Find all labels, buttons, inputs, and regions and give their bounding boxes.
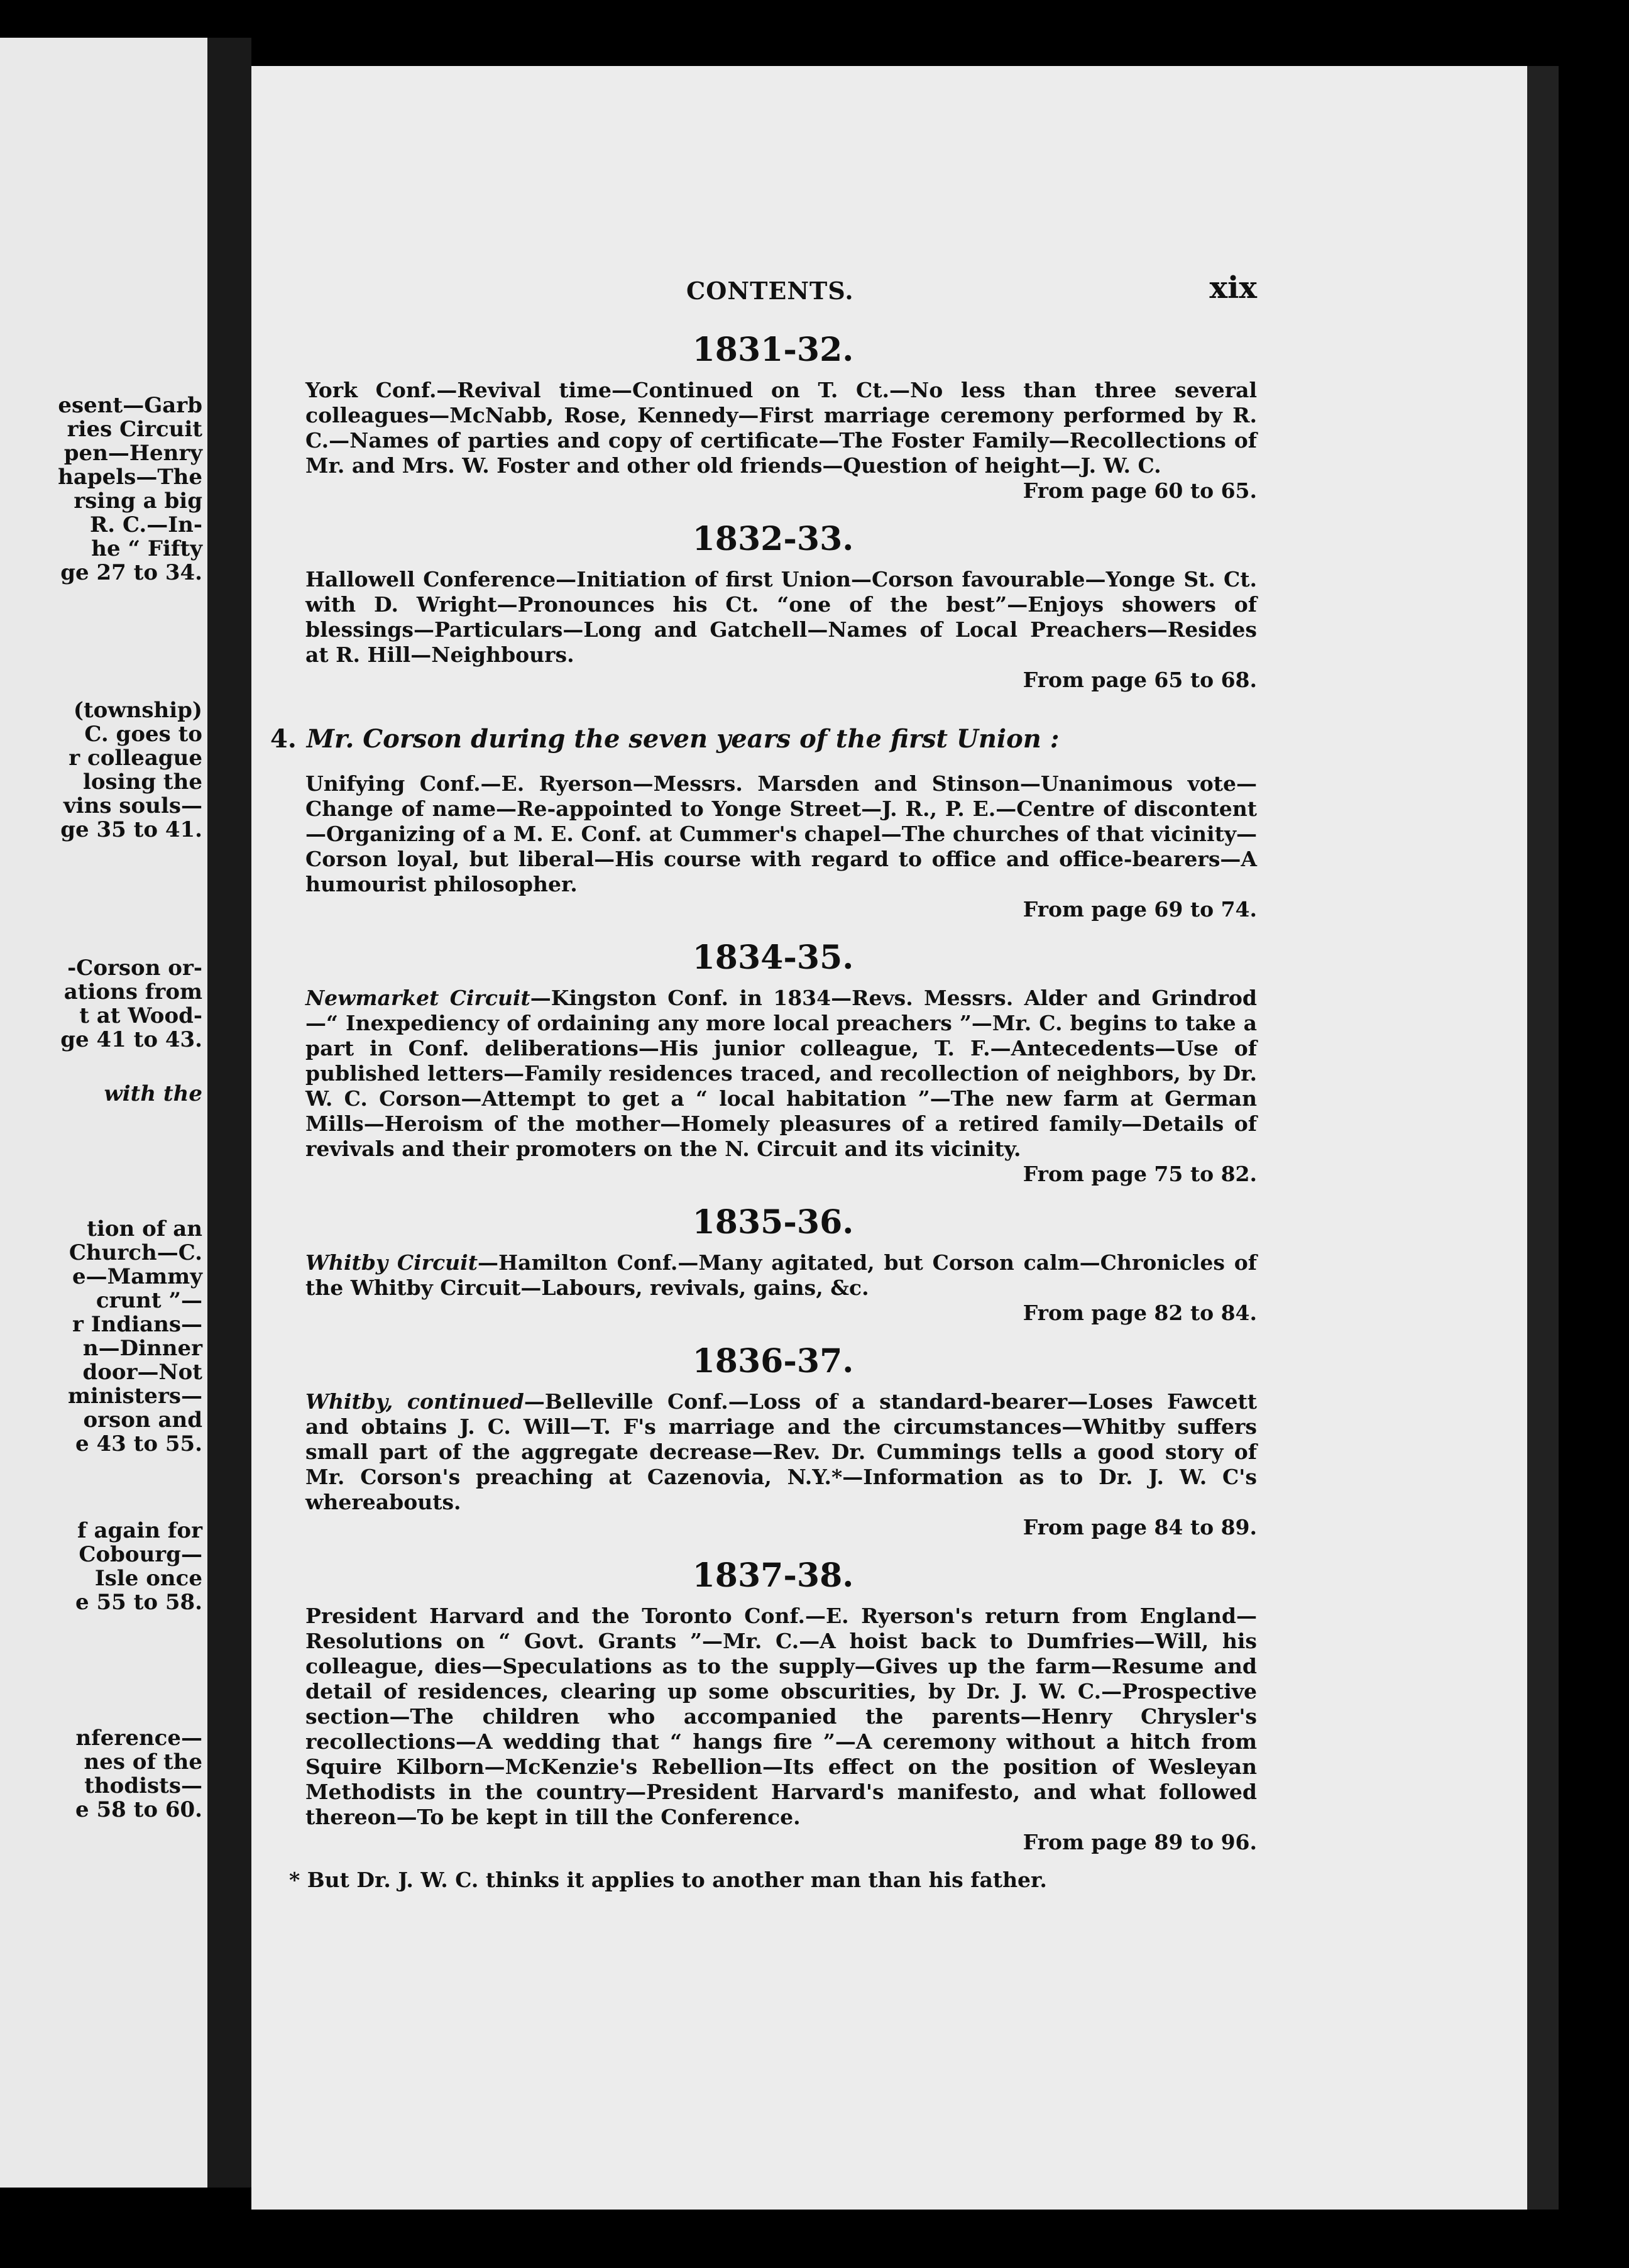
entry-text: —Kingston Conf. in 1834—Revs. Messrs. Alder and Grindrod—“ Inexpediency of ordaining any more local preachers ”—Mr. C. begins to take a part in Conf. deliberations—His junior colleague, T. F.—Antecedents—Use of published letters—Family residences traced, and recollection of neighbors, by Dr. W. C. Corson—Attempt to get a “ local habitation ”—The new farm at German Mills—Heroism of the mother—Homely pleasures of a retired family—Details of revivals and their promoters on the N. Circuit and its vicinity. (305, 986, 1257, 1161)
year-heading: 1831-32. (692, 331, 854, 369)
year-heading: 1837-38. (692, 1556, 854, 1595)
left-page-fragment: rsing a big (74, 488, 202, 514)
entry-text: —Belleville Conf.—Loss of a standard-bearer—Loses Fawcett and obtains J. C. Will—T. F's marriage and the circumstances—Whitby suffers small part of the aggregate decrease—Rev. Dr. Cummings tells a good story of Mr. Corson's preaching at Cazenovia, N.Y.*—Information as to Dr. J. W. C's whereabouts. (305, 1389, 1257, 1514)
left-page-fragment: pen—Henry (63, 441, 202, 466)
book-spine (207, 38, 251, 2188)
left-page-fragment: thodists— (84, 1773, 202, 1798)
page-range: From page 82 to 84. (1023, 1301, 1257, 1325)
entry-text: Hallowell Conference—Initiation of first Union—Corson favourable—Yonge St. Ct. with D. Wright—Pronounces his Ct. “one of the best”—Enjoys showers of blessings—Particulars—Long and Gatchell—Names of Local Preachers—Resides at R. Hill—Neighbours. (305, 567, 1257, 667)
left-page-fragment: n—Dinner (82, 1336, 202, 1361)
left-page-fragment: nes of the (84, 1749, 202, 1775)
running-head (289, 270, 1257, 314)
left-page-fragment: f again for (77, 1518, 202, 1543)
left-page-fragment: (township) (73, 698, 202, 723)
left-page-fragment: esent—Garb (58, 393, 202, 418)
year-heading: 1832-33. (692, 520, 854, 558)
left-page-fragment: losing the (82, 769, 202, 795)
left-page-fragment: t at Wood- (79, 1003, 202, 1028)
footnote: * But Dr. J. W. C. thinks it applies to another man than his father. (289, 1868, 1047, 1892)
entry-lead: Newmarket Circuit (305, 986, 530, 1010)
left-page-fragment: ries Circuit (67, 417, 202, 442)
contents-entry (289, 1604, 1257, 1855)
section-title: Mr. Corson during the seven years of the first Union : (306, 724, 1060, 754)
entry-text: Unifying Conf.—E. Ryerson—Messrs. Marsden and Stinson—Unanimous vote—Change of name—Re-appointed to Yonge Street—J. R., P. E.—Centre of discontent—Organizing of a M. E. Conf. at Cummer's chapel—The churches of that vicinity—Corson loyal, but liberal—His course with regard to office and office-bearers—A humourist philosopher. (305, 771, 1257, 896)
left-page-fragment: r colleague (69, 746, 202, 771)
page-range: From page 60 to 65. (1023, 478, 1257, 503)
entry-lead: Whitby Circuit (305, 1250, 478, 1275)
section-heading (270, 724, 1257, 754)
left-page-fragment: ations from (63, 979, 202, 1005)
left-page-fragment: with the (104, 1081, 202, 1106)
year-heading: 1834-35. (692, 939, 854, 977)
contents-entry (289, 567, 1257, 693)
page-range: From page 75 to 82. (1023, 1162, 1257, 1186)
year-heading: 1836-37. (692, 1342, 854, 1380)
entry-lead: Whitby, continued (305, 1389, 524, 1414)
left-page-fragment: r Indians— (72, 1312, 202, 1337)
left-page-fragment: e 55 to 58. (75, 1590, 202, 1615)
left-page-fragment: orson and (83, 1407, 202, 1433)
left-page-fragment: ge 27 to 34. (60, 560, 202, 585)
entry-text: York Conf.—Revival time—Continued on T. Ct.—No less than three several colleagues—McNabb, Rose, Kennedy—First marriage ceremony performed by R. C.—Names of parties and copy of certificate—The Foster Family—Recollections of Mr. and Mrs. W. Foster and other old friends—Question of height—J. W. C. (305, 378, 1257, 478)
entry-text: President Harvard and the Toronto Conf.—E. Ryerson's return from England—Resolutions on “ Govt. Grants ”—Mr. C.—A hoist back to Dumfries—Will, his colleague, dies—Speculations as to the supply—Gives up the farm—Resume and detail of residences, clearing up some obscurities, by Dr. J. W. C.—Prospective section—The children who accompanied the parents—Henry Chrysler's recollections—A wedding that “ hangs fire ”—A ceremony without a hitch from Squire Kilborn—McKenzie's Rebellion—Its effect on the position of Wesleyan Methodists in the country—President Harvard's manifesto, and what followed thereon—To be kept in till the Conference. (305, 1604, 1257, 1829)
left-page-fragment: he “ Fifty (91, 536, 202, 561)
page-number: xix (1209, 270, 1257, 306)
left-page-fragment: Isle once (94, 1566, 202, 1591)
left-page-fragment: Church—C. (69, 1240, 202, 1265)
left-page (0, 38, 207, 2188)
left-page-fragment: Cobourg— (79, 1542, 202, 1567)
left-page-fragment: e 43 to 55. (75, 1431, 202, 1456)
contents-entry (289, 1389, 1257, 1540)
left-page-fragment: -Corson or- (67, 955, 202, 981)
left-page-fragment: vins souls— (63, 793, 202, 818)
year-heading: 1835-36. (692, 1203, 854, 1241)
left-page-fragment: R. C.—In- (90, 512, 202, 537)
left-page-fragment: nference— (75, 1726, 202, 1751)
left-page-fragment: ministers— (67, 1384, 202, 1409)
left-page-fragment: ge 35 to 41. (60, 817, 202, 842)
page-edge (1527, 66, 1559, 2210)
section-number: 4. (270, 724, 297, 754)
page-range: From page 69 to 74. (1023, 897, 1257, 922)
page-range: From page 65 to 68. (1023, 668, 1257, 692)
left-page-fragment: e—Mammy (72, 1264, 202, 1289)
left-page-fragment: e 58 to 60. (75, 1797, 202, 1822)
left-page-fragment: hapels—The (58, 465, 202, 490)
left-page-fragment: C. goes to (84, 722, 202, 747)
page-range: From page 89 to 96. (1023, 1830, 1257, 1854)
contents-page (270, 270, 1257, 1892)
contents-entry (289, 771, 1257, 922)
contents-entry (289, 1250, 1257, 1326)
contents-entry (289, 378, 1257, 504)
left-page-fragment: crunt ”— (96, 1288, 202, 1313)
page-range: From page 84 to 89. (1023, 1515, 1257, 1539)
left-page-fragment: tion of an (87, 1216, 202, 1241)
entry-text: —Hamilton Conf.—Many agitated, but Corson calm—Chronicles of the Whitby Circuit—Labours, revivals, gains, &c. (305, 1250, 1257, 1300)
running-head-title: CONTENTS. (686, 277, 854, 305)
left-page-fragment: door—Not (82, 1360, 202, 1385)
left-page-fragment: ge 41 to 43. (60, 1027, 202, 1052)
contents-entry (289, 986, 1257, 1187)
